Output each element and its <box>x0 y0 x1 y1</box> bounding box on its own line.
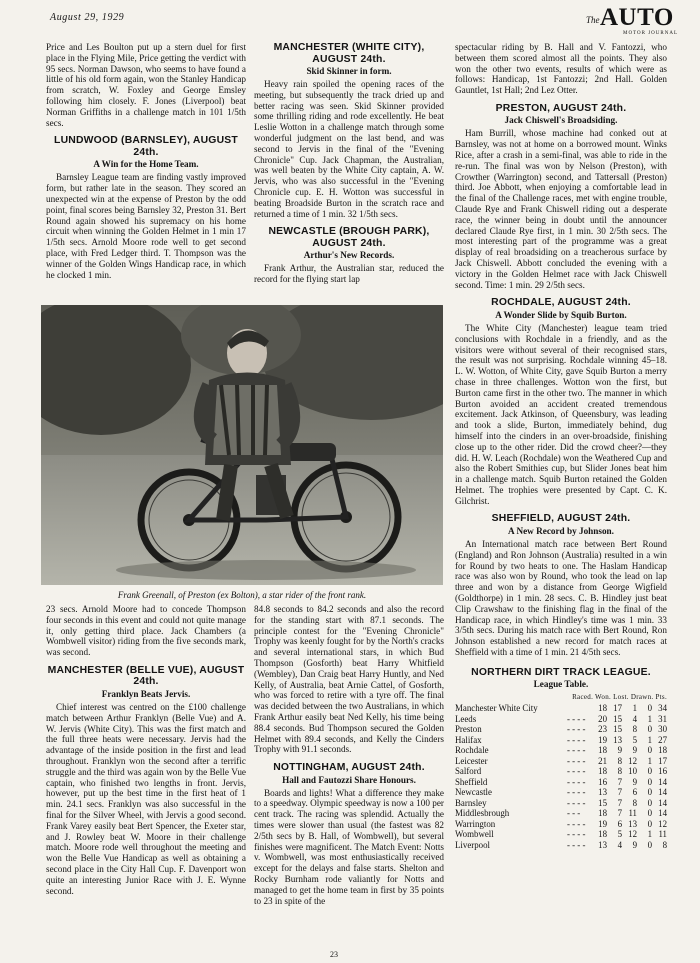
league-team-name: Newcastle <box>455 787 492 798</box>
league-drawn: 1 <box>647 755 652 766</box>
league-row <box>455 819 667 830</box>
league-points: 18 <box>658 745 667 756</box>
article-subheading: A Win for the Home Team. <box>93 159 199 170</box>
league-subtitle: League Table. <box>533 679 589 690</box>
league-row <box>455 724 667 735</box>
league-won: 7 <box>617 776 622 787</box>
article-text: Chief interest was centred on the £100 challenge match between Arthur Franklyn (Belle Vue) and A. W. Jervis (White City). This was the first match and the full three heats were necessary. Jervis had the advantage of the inside position in the first and lead throughout. Franklyn won the second after a terrific struggle and the third was again won by the Belle Vue captain, who finished two lengths in front. Jervis, however, put up the best time in the first heat of 1 min. 24.1 secs. Franklyn was also successful in the final for the Silver Wheel, with Jervis a good second. Frank Varey easily beat Bert Spencer, the Exeter star, and J. Rowley beat W. Moore in their challenge match. Moore rode well throughout the meeting and won the Belle Vue Handicap as well as obtaining a second place in the City Hall Cup. F. Davenport won quite an interesting Junior Race with J. E. Wynne second. <box>46 701 246 896</box>
league-drawn: 0 <box>647 724 652 735</box>
league-drawn: 1 <box>647 829 652 840</box>
article-text: An International match race between Bert Round (England) and Ron Johnson (Australia) resulted in a win for Round by two heats to one. The Haslam Handicap race was also won by Round, who took the lead on lap three and won by a distance from George Wigfield (Goldthorpe) in 1 min. 28 secs. C. B. Hindley just beat Clip Crawshaw to the finishing flag in the final of the Handicap race, in which Hindley's time was 1 min. 33 3/5th secs. During his match race with Bert Round, Ron Johnson established a new record for match races at Sheffield with a time of 1 min. 21 4/5th secs. <box>455 538 667 657</box>
league-row <box>455 745 667 756</box>
league-row <box>455 735 667 746</box>
league-row <box>455 766 667 777</box>
logo-the: The <box>586 15 600 25</box>
article-text: Barnsley League team are finding vastly improved form, but rather late in the season. They scored an unexpected win at the expense of Preston by the odd point, final scores being Barnsley 32, Preston 31. Bert Round again showed his supremacy on his home circuit when winning the Golden Helmet in 1 min 17 1/5th secs. Arnold Moore rode well to get second place, with Fred Ledger third. T. Thompson was the winner of the Golden Wings Handicap race, in which he clocked 1 min. <box>46 172 246 280</box>
league-team-name: Halifax <box>455 734 482 745</box>
league-team-name: Barnsley <box>455 797 487 808</box>
league-points: 16 <box>658 766 667 777</box>
league-lost: 1 <box>632 703 637 714</box>
league-drawn: 0 <box>647 776 652 787</box>
league-lost: 11 <box>628 808 637 819</box>
league-points: 14 <box>658 787 667 798</box>
league-row-leader: - - - <box>566 808 581 819</box>
league-row <box>455 714 667 725</box>
article-heading: LUNDWOOD (BARNSLEY), AUGUST 24th. <box>54 135 238 158</box>
league-drawn: 0 <box>647 703 652 714</box>
league-raced: 18 <box>598 808 607 819</box>
league-column-header: Raced. Won. Lost. Drawn. Pts. <box>572 693 667 702</box>
league-drawn: 1 <box>647 734 652 745</box>
column-1-bottom <box>46 604 246 896</box>
league-team-name: Liverpool <box>455 839 490 850</box>
column-1-top <box>46 42 246 280</box>
league-row-leader: - - - - <box>566 818 586 829</box>
league-row-leader: - - - - <box>566 734 586 745</box>
rider-photo <box>41 305 443 585</box>
league-lost: 9 <box>632 745 637 756</box>
league-won: 9 <box>617 745 622 756</box>
league-raced: 19 <box>598 734 607 745</box>
league-drawn: 0 <box>647 818 652 829</box>
league-won: 15 <box>613 713 622 724</box>
league-title: NORTHERN DIRT TRACK LEAGUE. <box>471 666 651 678</box>
league-table <box>455 703 667 850</box>
league-won: 7 <box>617 808 622 819</box>
article-text: Price and Les Boulton put up a stern duel for first place in the Flying Mile, Price getting the verdict with 95 secs. Norman Dawson, who seems to have found a little of his old form again, won the Stanley Handicap from scratch, W. Foxley and George Emsley following him closely. F. Jones (Liverpool) beat Norman Griffiths in a challenge match in 101 1/5th secs. <box>46 42 246 128</box>
league-lost: 4 <box>632 713 637 724</box>
league-row-leader: - - - - <box>566 829 586 840</box>
article-text: Frank Arthur, the Australian star, reduced the record for the flying start lap <box>254 263 444 285</box>
league-lost: 6 <box>632 787 637 798</box>
league-raced: 16 <box>598 776 607 787</box>
league-row-leader: - - - - <box>566 766 586 777</box>
logo-word: AUTO <box>600 4 674 31</box>
article-subheading: Franklyn Beats Jervis. <box>101 688 191 699</box>
league-won: 4 <box>617 839 622 850</box>
league-won: 7 <box>617 787 622 798</box>
issue-date: August 29, 1929 <box>50 12 125 23</box>
article-text: Ham Burrill, whose machine had conked out at Barnsley, was not at home on a borrowed mount. Winks Rice, after a crash in a semi-final, was able to ride in the re-run. The final was won by Nelson (Preston), with Crowther (Warrington) second, and Tattersall (Preston) third. Joe Abbott, when enjoying a comfortable lead in the final of the Challenge races, met with engine trouble, Claude Rye and Frank Chiswell riding out a desperate race, the winner being in doubt until the announcer declared Claude Rye first, in 1 min. 30 2/5th secs. The most interesting part of the programme was a great display of real broadsiding on a treacherous surface by Jack Chiswell. Abbott concluded the evening with a victory in the Golden Helmet race with Jack Chiswell second. Time: 1 min. 29 2/5th secs. <box>455 128 667 290</box>
league-team-name: Manchester White City <box>455 703 538 714</box>
league-points: 12 <box>658 818 667 829</box>
article-text: The White City (Manchester) league team tried conclusions with Rochdale in a friendly, and as the visitors were without several of their recognised stars, the result was not surprising. Rochdale winning 45–18. L. W. Wotton, of White City, gave Squib Burton a merry chase in three challenges. Wotton won the first, but Burton came first in the other two. The manner in which Burton avoided an accident created tremendous excitement. Jack Atkinson, of Queensbury, was leading and took a slide, Burton, immediately behind, dug himself into the cinders in an over-broadside, finishing close up to the other rider. Did the crowd cheer?—they did. H. W. Leach (Rochdale) won the Weathered Cup and also the Robert Smithies cup, but Slider Jones beat him in a challenge match. Squib Burton retained the Golden Helmet. The trophies were presented by Capt. C. K. Gilchrist. <box>455 322 667 506</box>
league-points: 14 <box>658 808 667 819</box>
league-points: 30 <box>658 724 667 735</box>
league-row-leader: - - - - <box>566 745 586 756</box>
article-subheading: A New Record by Johnson. <box>508 525 614 536</box>
league-row <box>455 756 667 767</box>
article-heading: MANCHESTER (WHITE CITY), AUGUST 24th. <box>273 42 425 65</box>
league-raced: 20 <box>598 713 607 724</box>
league-raced: 18 <box>598 703 607 714</box>
league-row <box>455 703 667 714</box>
league-won: 8 <box>617 766 622 777</box>
league-team-name: Sheffield <box>455 776 488 787</box>
column-2-bottom <box>254 604 444 906</box>
league-lost: 9 <box>632 839 637 850</box>
league-team-name: Leicester <box>455 755 488 766</box>
league-lost: 12 <box>628 755 637 766</box>
article-heading: ROCHDALE, AUGUST 24th. <box>491 297 631 309</box>
article-heading: MANCHESTER (BELLE VUE), AUGUST 24th. <box>47 664 245 688</box>
league-lost: 10 <box>628 766 637 777</box>
league-row-leader: - - - - <box>566 839 586 850</box>
league-team-name: Preston <box>455 724 482 735</box>
league-row-leader: - - - - <box>566 787 586 798</box>
league-points: 34 <box>658 703 667 714</box>
league-team-name: Wombwell <box>455 829 494 840</box>
league-drawn: 0 <box>647 787 652 798</box>
article-subheading: Jack Chiswell's Broadsiding. <box>504 115 618 126</box>
league-lost: 9 <box>632 776 637 787</box>
league-drawn: 1 <box>647 713 652 724</box>
league-lost: 8 <box>632 724 637 735</box>
league-drawn: 0 <box>647 766 652 777</box>
article-text: Heavy rain spoiled the opening races of the meeting, but subsequently the track dried up and better racing was seen. Skid Skinner provided some thrilling riding and rode excellently. He beat Leslie Wotton in a challenge match through some wonderful judgment on the last bend, and was second to Jervis in the final of the "Evening Chronicle" Cup. Jack Chapman, the Australian, was well beaten by the White City captain, A. W. Jervis, who was also successful in the "Evening Chronicle cup. E. H. Wotton was successful in beating Broadside Burton in the scratch race and returned a time of 1 min. 32 1/5th secs. <box>254 79 444 219</box>
league-raced: 18 <box>598 766 607 777</box>
photo-caption: Frank Greenall, of Preston (ex Bolton), a star rider of the front rank. <box>117 590 367 600</box>
league-drawn: 0 <box>647 808 652 819</box>
logo-sub: MOTOR JOURNAL <box>623 31 678 36</box>
article-heading: NEWCASTLE (BROUGH PARK), AUGUST 24th. <box>268 226 430 249</box>
league-raced: 15 <box>598 797 607 808</box>
league-row-leader: - - - - <box>566 755 586 766</box>
league-team-name: Middlesbrough <box>455 808 510 819</box>
league-points: 14 <box>658 776 667 787</box>
league-points: 8 <box>662 839 667 850</box>
league-row-leader: - - - - <box>566 776 586 787</box>
league-row-leader: - - - - <box>566 797 586 808</box>
league-points: 31 <box>658 713 667 724</box>
league-won: 13 <box>613 734 622 745</box>
column-2-top <box>254 42 444 285</box>
league-team-name: Warrington <box>455 818 496 829</box>
league-won: 15 <box>613 724 622 735</box>
league-points: 11 <box>658 829 667 840</box>
league-drawn: 0 <box>647 745 652 756</box>
league-row-leader <box>567 703 592 714</box>
league-team-name: Rochdale <box>455 745 489 756</box>
league-raced: 13 <box>598 839 607 850</box>
article-heading: NOTTINGHAM, AUGUST 24th. <box>273 762 425 774</box>
league-row-leader: - - - - <box>566 724 586 735</box>
league-raced: 19 <box>598 818 607 829</box>
league-drawn: 0 <box>647 797 652 808</box>
auto-logo <box>586 6 682 36</box>
article-text: 23 secs. Arnold Moore had to concede Thompson four seconds in this event and could not quite manage it, only getting third place. Jack Chambers (a Wombwell visitor) riding from the five seconds mark, was second. <box>46 604 246 658</box>
rider-with-motorcycle-image <box>41 305 443 585</box>
league-row <box>455 840 667 851</box>
league-lost: 8 <box>632 797 637 808</box>
column-3 <box>455 42 667 850</box>
league-lost: 12 <box>628 829 637 840</box>
league-won: 8 <box>617 755 622 766</box>
league-row <box>455 798 667 809</box>
league-team-name: Salford <box>455 766 482 777</box>
league-row <box>455 808 667 819</box>
league-points: 17 <box>658 755 667 766</box>
league-raced: 23 <box>598 724 607 735</box>
article-subheading: Skid Skinner in form. <box>306 66 392 76</box>
league-lost: 5 <box>632 734 637 745</box>
league-drawn: 0 <box>647 839 652 850</box>
article-subheading: A Wonder Slide by Squib Burton. <box>495 309 627 320</box>
article-subheading: Hall and Fautozzi Share Honours. <box>282 774 416 785</box>
league-row-leader: - - - - <box>566 713 586 724</box>
league-row <box>455 787 667 798</box>
page-number: 23 <box>330 950 338 959</box>
league-raced: 18 <box>598 829 607 840</box>
article-text: Boards and lights! What a difference they make to a speedway. Olympic speedway is now a 100 per cent track. The racing was splendid. Actually the times were slower than usual (the fastest was 82 2/5th secs by B. Hall, of Wombwell), but several finishes were magnificent. The Match Event: Notts v. Wombwell, was most enthusiastically received except for the delays and false starts. Shelton and Rocky Burnham rode valiantly for Notts and managed to get the home team in first by 35 points to 23 in spite of the <box>254 787 444 906</box>
league-won: 7 <box>617 797 622 808</box>
article-heading: PRESTON, AUGUST 24th. <box>495 102 627 114</box>
article-text: 84.8 seconds to 84.2 seconds and also the record for the standing start with 87.1 seconds. The principle contest for the "Evening Chronicle" Trophy was keenly fought for by the North's cracks and several international stars, in which Bud Thompson (Gosforth) beat Harry Whitfield (Wembley), Dan Craig beat Harry Huntly, and Ned Kelly, of Australia, beat Arnie Cattel, of Gosforth, who was forced to retire with a tyre off. The final was decided between the two Australians, in which Frank Arthur easily beat Ned Kelly, his time being 88.4 seconds. Bud Thompson secured the Golden Helmet with 89.4 seconds, and Kelly the Cinders Trophy with 91.1 seconds. <box>254 604 444 755</box>
league-points: 14 <box>658 797 667 808</box>
league-row <box>455 777 667 788</box>
league-won: 17 <box>613 703 622 714</box>
league-raced: 21 <box>598 755 607 766</box>
league-won: 6 <box>617 818 622 829</box>
article-text: spectacular riding by B. Hall and V. Fantozzi, who between them scored almost all the points. They also won the other two events, results of which were as follows: Handicap, 1st Fantozzi; 2nd Hall. Golden Gauntlet, 1st Hall; 2nd Lez Otter. <box>455 42 667 96</box>
league-won: 5 <box>617 829 622 840</box>
league-raced: 13 <box>598 787 607 798</box>
league-lost: 13 <box>628 818 637 829</box>
article-heading: SHEFFIELD, AUGUST 24th. <box>491 513 631 525</box>
league-row <box>455 829 667 840</box>
article-subheading: Arthur's New Records. <box>303 250 395 261</box>
league-points: 27 <box>658 734 667 745</box>
league-team-name: Leeds <box>455 713 477 724</box>
league-raced: 18 <box>598 745 607 756</box>
